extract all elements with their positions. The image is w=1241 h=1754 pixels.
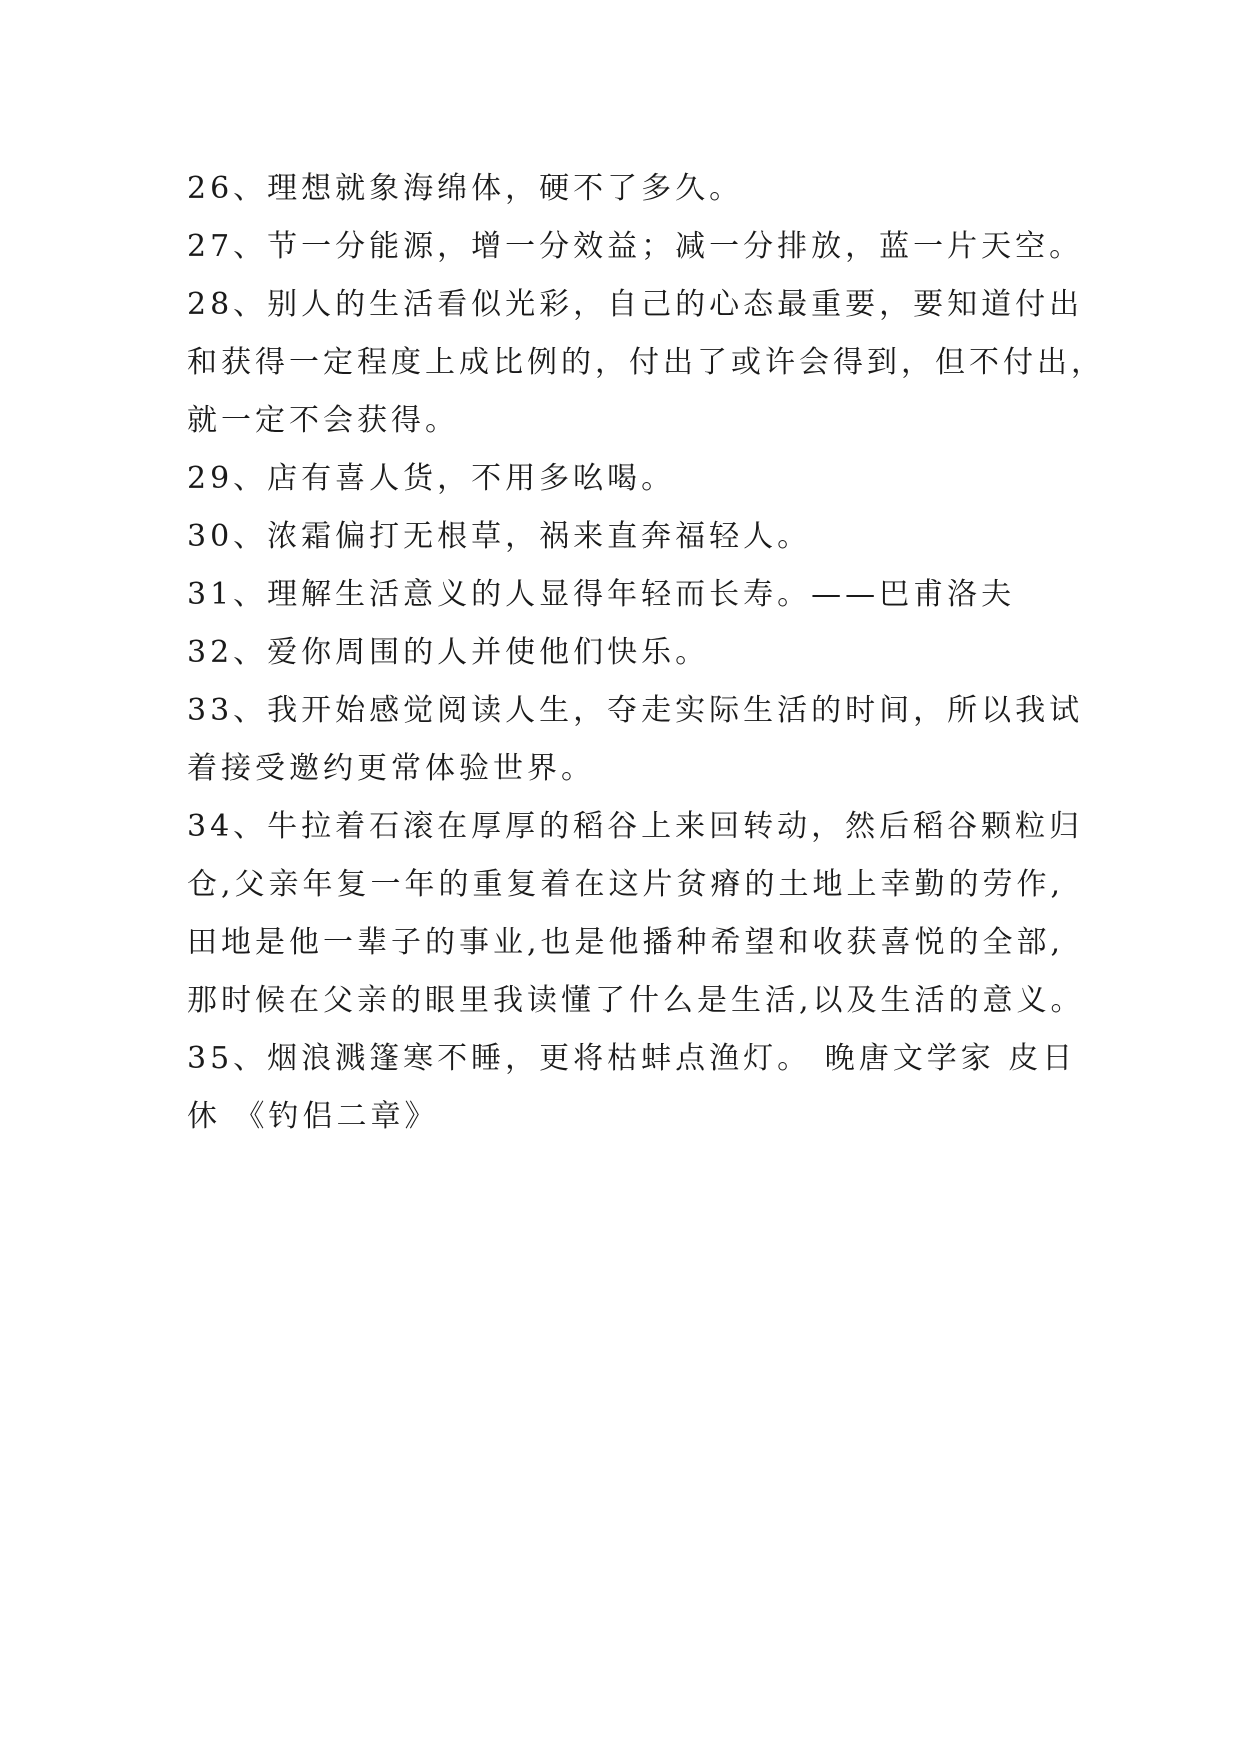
text-line: 28、别人的生活看似光彩，自己的心态最重要，要知道付出	[187, 287, 1084, 322]
text-line: 田地是他一辈子的事业,也是他播种希望和收获喜悦的全部,	[187, 925, 1065, 960]
text-line: 着接受邀约更常体验世界。	[187, 751, 595, 786]
text-line: 34、牛拉着石滚在厚厚的稻谷上来回转动，然后稻谷颗粒归	[187, 809, 1084, 844]
text-line: 休 《钓侣二章》	[187, 1099, 439, 1134]
text-line: 33、我开始感觉阅读人生，夺走实际生活的时间，所以我试	[187, 693, 1084, 728]
text-line: 那时候在父亲的眼里我读懂了什么是生活,以及生活的意义。	[187, 983, 1085, 1018]
text-line: 27、节一分能源，增一分效益；减一分排放，蓝一片天空。	[187, 229, 1084, 264]
text-body	[187, 160, 1105, 1146]
text-line: 35、烟浪溅篷寒不睡，更将枯蚌点渔灯。 晚唐文学家 皮日	[187, 1041, 1077, 1076]
text-line: 和获得一定程度上成比例的，付出了或许会得到，但不付出，	[187, 345, 1105, 380]
text-line: 30、浓霜偏打无根草，祸来直奔福轻人。	[187, 519, 812, 554]
text-line: 29、店有喜人货，不用多吆喝。	[187, 461, 676, 496]
text-line: 26、理想就象海绵体，硬不了多久。	[187, 171, 744, 206]
text-line: 仓,父亲年复一年的重复着在这片贫瘠的土地上幸勤的劳作,	[187, 867, 1065, 902]
text-line: 32、爱你周围的人并使他们快乐。	[187, 635, 710, 670]
text-line: 就一定不会获得。	[187, 403, 459, 438]
text-line: 31、理解生活意义的人显得年轻而长寿。——巴甫洛夫	[187, 577, 1016, 612]
